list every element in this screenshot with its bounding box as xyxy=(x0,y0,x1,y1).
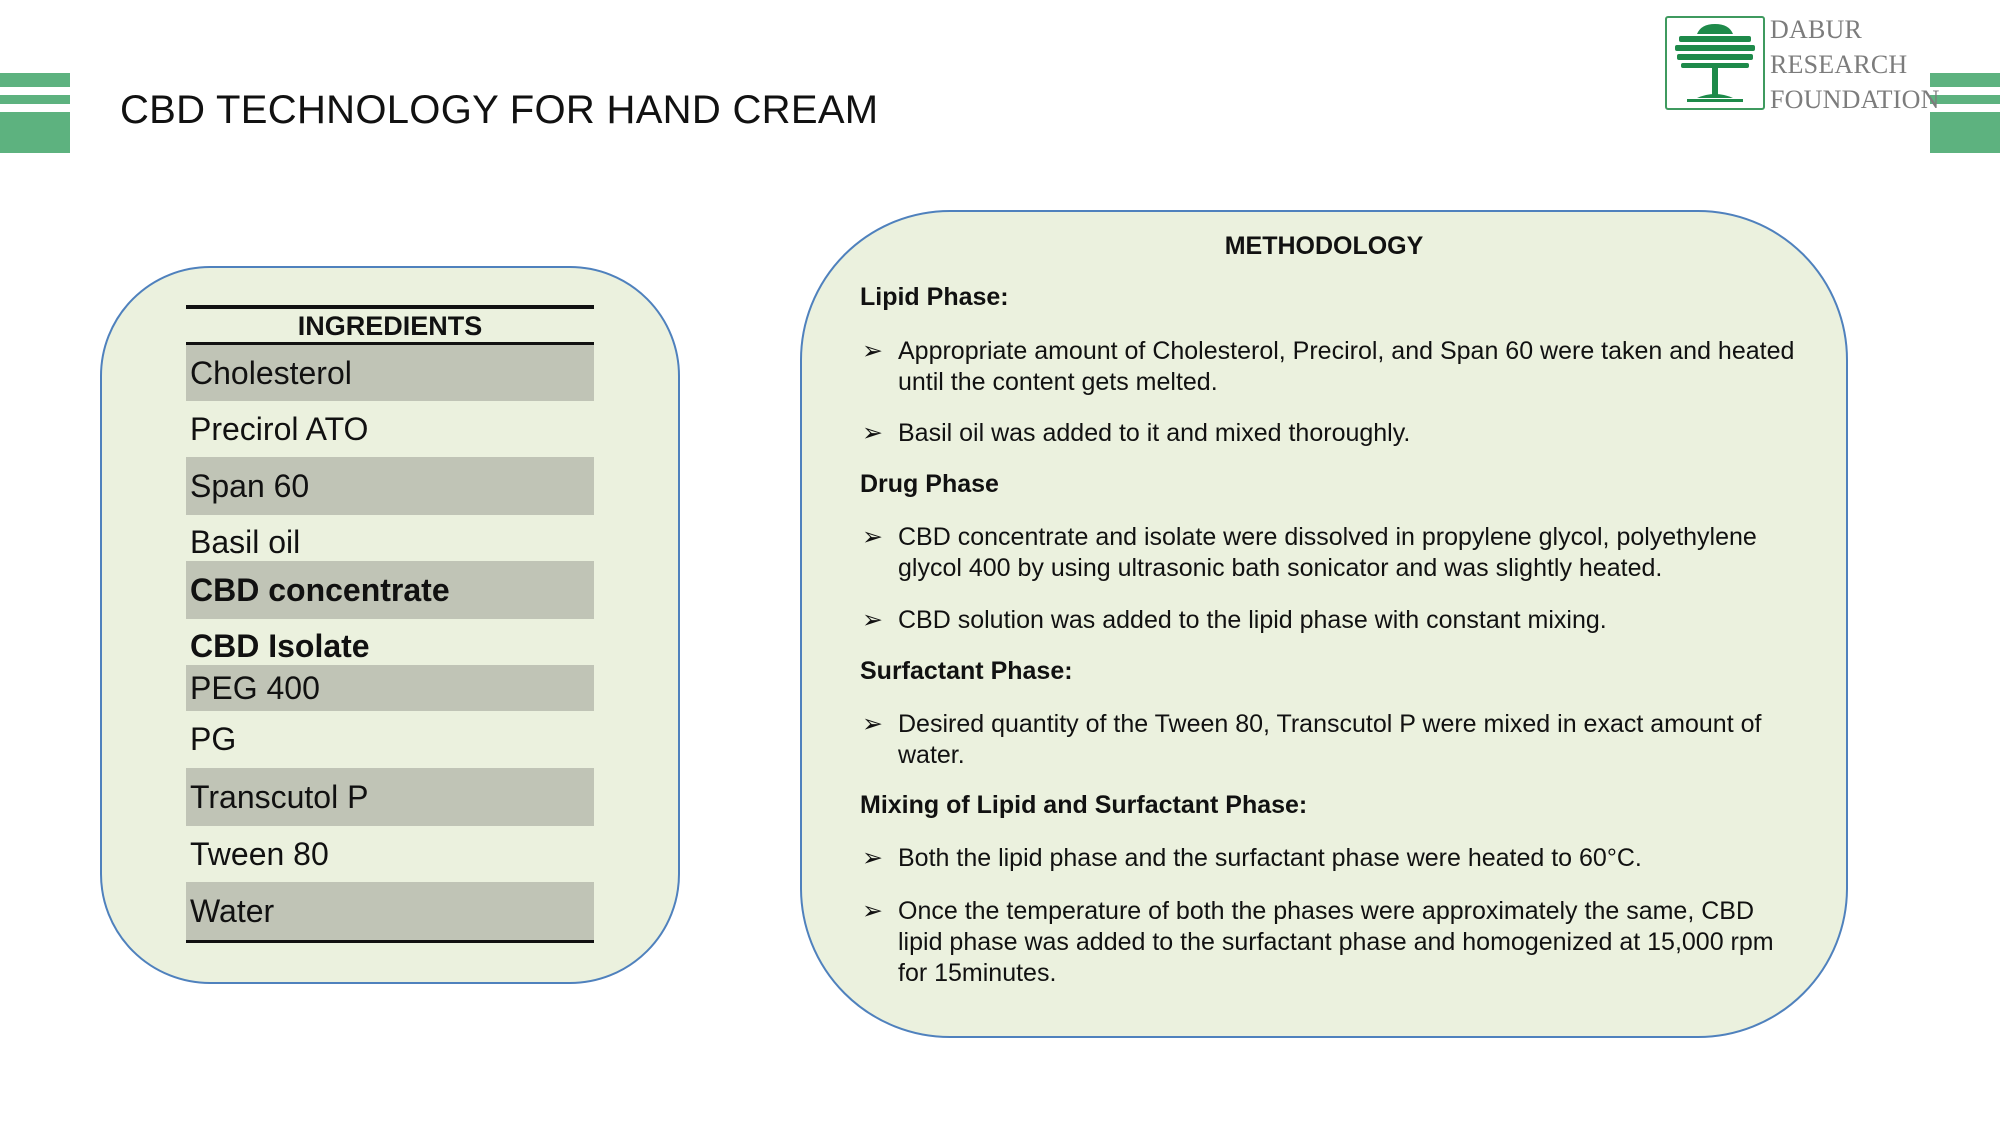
ingredient-row: PG xyxy=(190,721,237,757)
ingredient-row: Water xyxy=(186,882,594,940)
arrow-bullet-icon: ➢ xyxy=(862,897,883,925)
bullet-item: ➢ Appropriate amount of Cholesterol, Precirol, and Span 60 were taken and heated until the content gets melted. xyxy=(862,337,1795,396)
right-stripes-decoration xyxy=(1930,73,2000,153)
bullet-item: ➢ Both the lipid phase and the surfactant phase were heated to 60°C. xyxy=(862,844,1642,872)
ingredients-table xyxy=(186,305,594,943)
ingredient-row: Precirol ATO xyxy=(190,410,369,447)
bullet-item: ➢ CBD concentrate and isolate were dissolved in propylene glycol, polyethylene glycol 400 by using ultrasonic bath sonicator and was slightly heated. xyxy=(862,523,1757,582)
arrow-bullet-icon: ➢ xyxy=(862,844,883,872)
ingredient-row: Cholesterol xyxy=(186,345,594,401)
methodology-title: METHODOLOGY xyxy=(1224,232,1424,260)
section-heading-drug: Drug Phase xyxy=(860,470,999,498)
ingredients-header: INGREDIENTS xyxy=(186,305,594,345)
ingredient-row: CBD concentrate xyxy=(186,561,594,619)
slide-title: CBD TECHNOLOGY FOR HAND CREAM xyxy=(120,88,879,132)
ingredient-row: CBD Isolate xyxy=(190,627,370,664)
table-bottom-rule xyxy=(186,940,594,943)
section-heading-mixing: Mixing of Lipid and Surfactant Phase: xyxy=(860,791,1308,819)
section-heading-lipid: Lipid Phase: xyxy=(860,283,1009,311)
arrow-bullet-icon: ➢ xyxy=(862,523,883,551)
bullet-item: ➢ Desired quantity of the Tween 80, Transcutol P were mixed in exact amount of water. xyxy=(862,710,1762,769)
ingredient-row: PEG 400 xyxy=(186,665,594,711)
bullet-item: ➢ CBD solution was added to the lipid phase with constant mixing. xyxy=(862,606,1607,634)
left-stripes-decoration xyxy=(0,73,70,153)
section-heading-surfactant: Surfactant Phase: xyxy=(860,657,1073,685)
ingredient-row: Span 60 xyxy=(186,457,594,515)
arrow-bullet-icon: ➢ xyxy=(862,710,883,738)
arrow-bullet-icon: ➢ xyxy=(862,337,883,365)
bullet-item: ➢ Basil oil was added to it and mixed thoroughly. xyxy=(862,419,1411,447)
bullet-item: ➢ Once the temperature of both the phases were approximately the same, CBD lipid phase was added to the surfactant phase and homogenized at 15,000 rpm for 15minutes. xyxy=(862,897,1774,987)
arrow-bullet-icon: ➢ xyxy=(862,606,883,634)
dabur-logo xyxy=(1662,10,1940,118)
logo-wordmark: DABUR RESEARCH FOUNDATION xyxy=(1770,15,1940,114)
tree-icon xyxy=(1665,16,1765,110)
ingredient-row: Transcutol P xyxy=(186,768,594,826)
ingredient-row: Basil oil xyxy=(190,523,301,560)
arrow-bullet-icon: ➢ xyxy=(862,419,883,447)
ingredient-row: Tween 80 xyxy=(190,835,329,872)
